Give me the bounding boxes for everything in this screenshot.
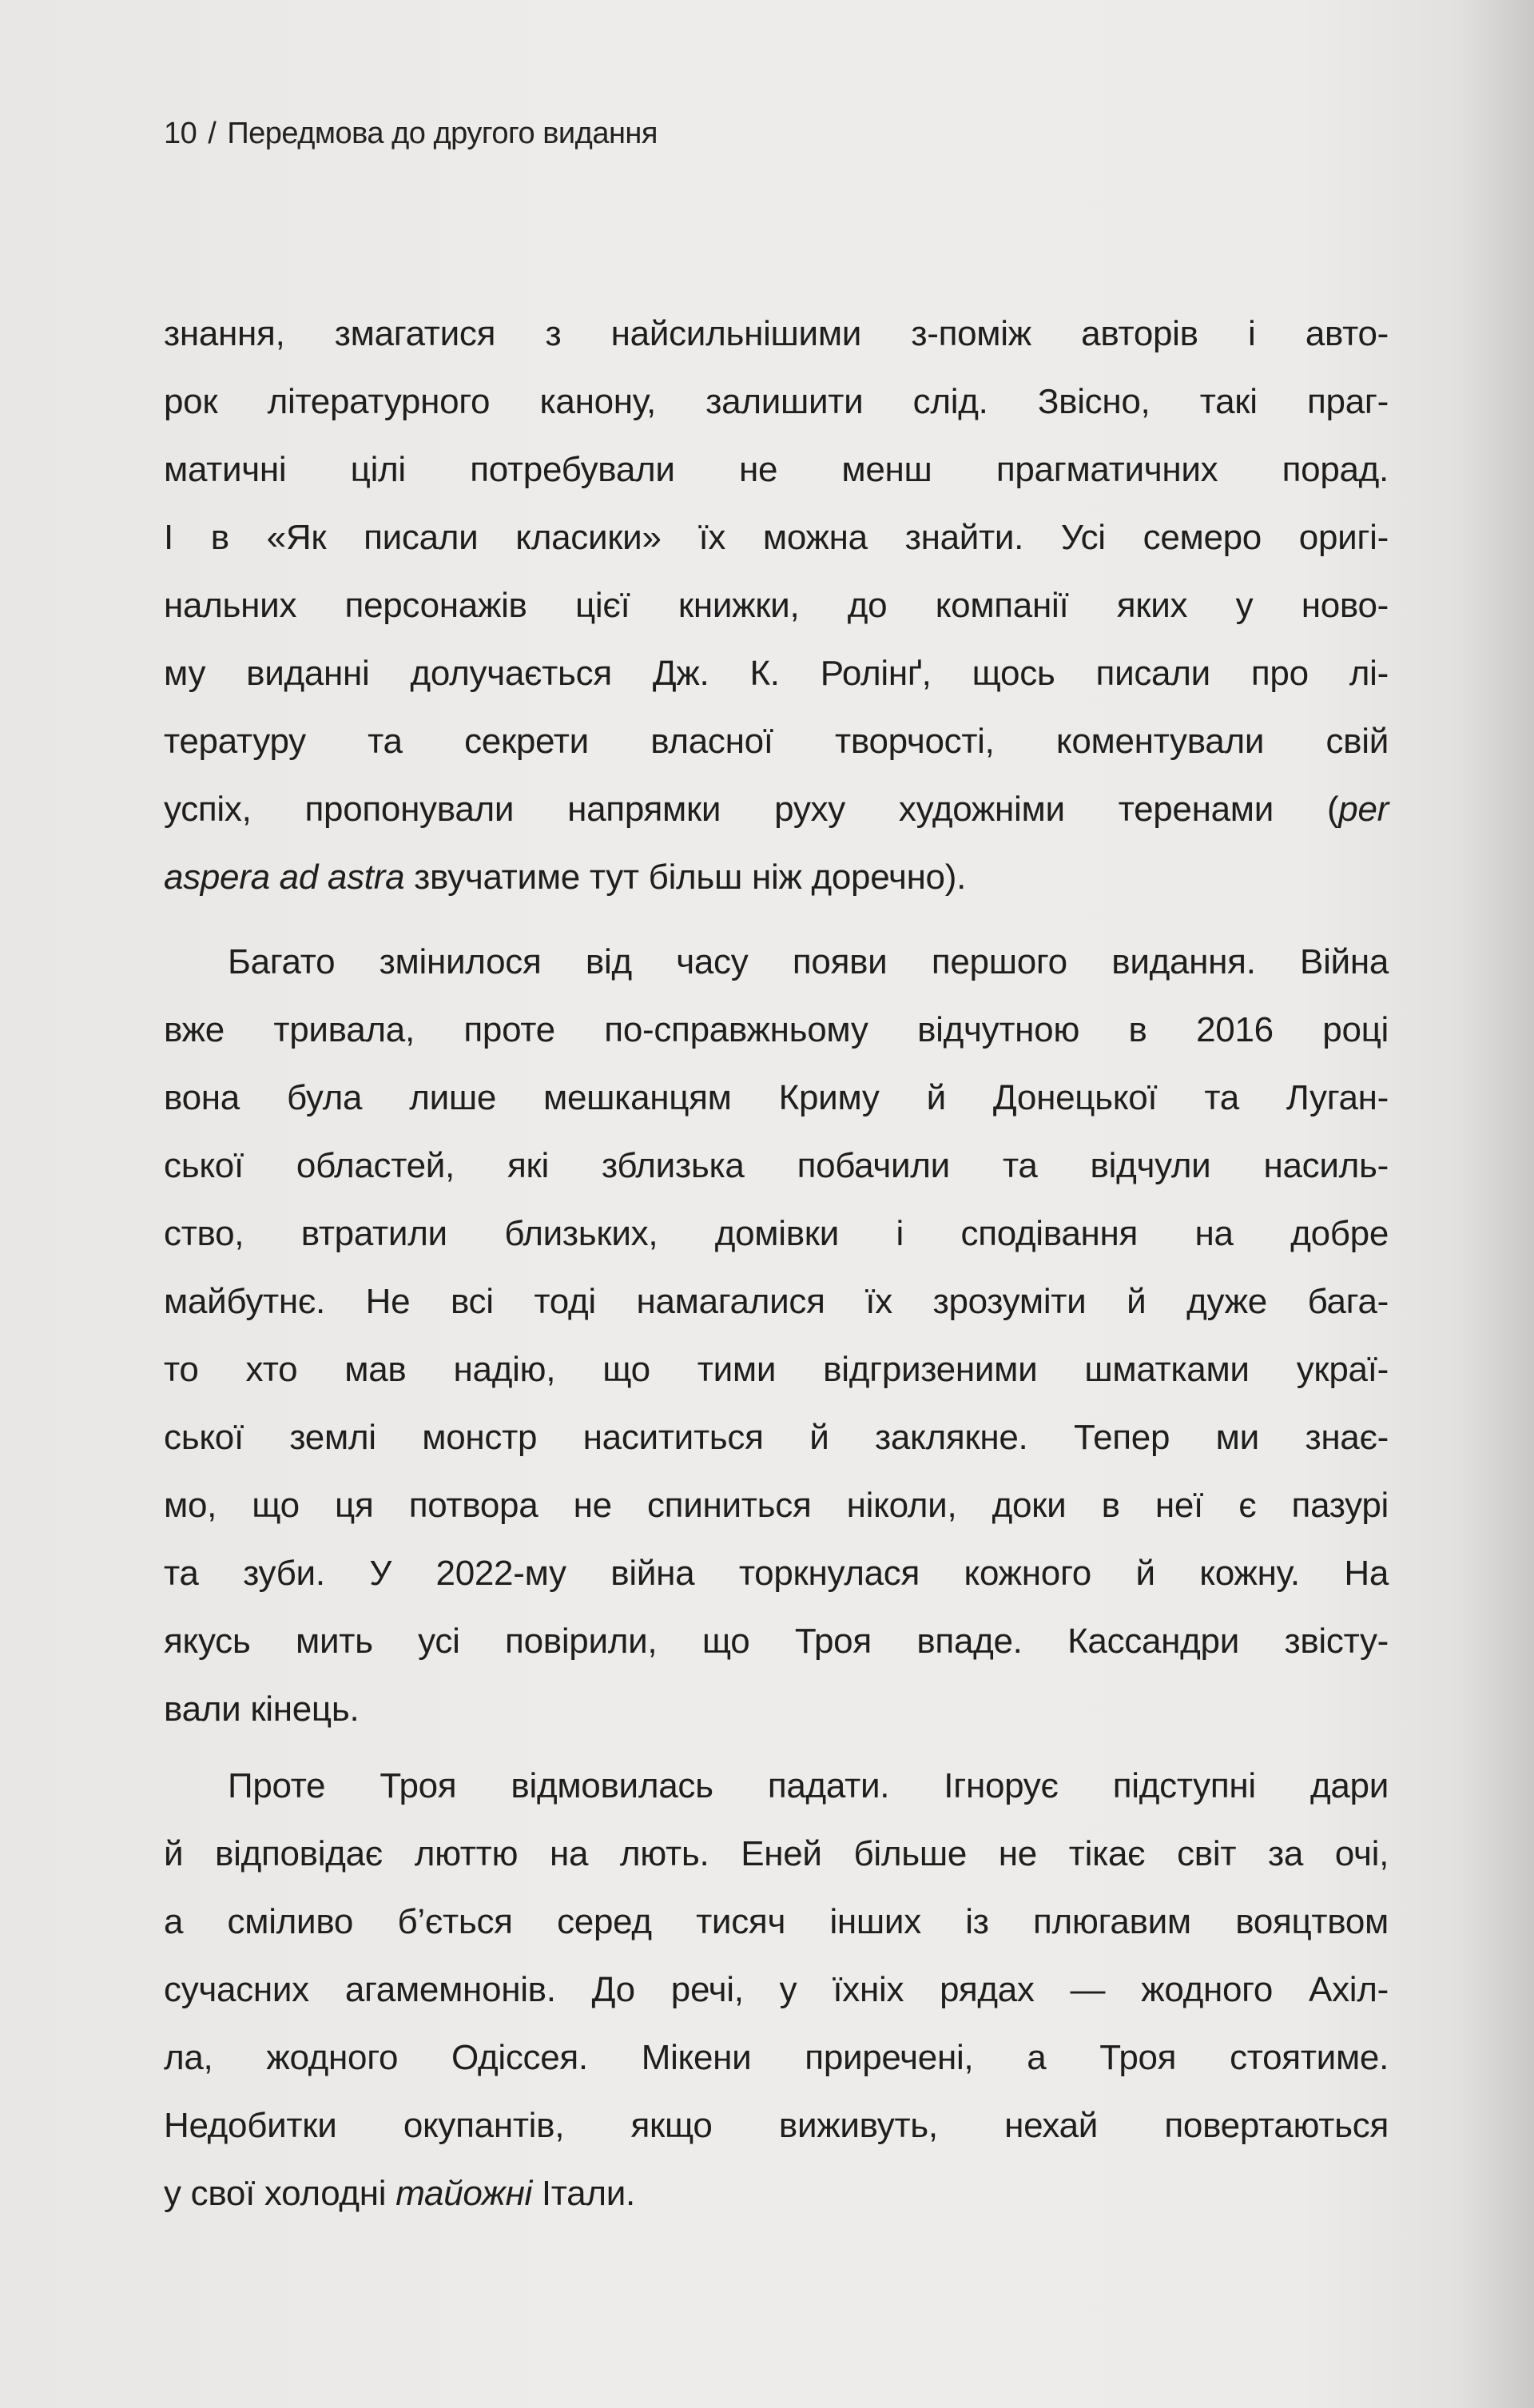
running-header [164,117,658,151]
text-segment: ської землі монстр насититься й заклякне. Тепер ми знає- [164,1418,1389,1457]
text-line [164,1200,1389,1268]
text-segment: рок літературного канону, залишити слід. Звісно, такі праг- [164,382,1389,421]
text-segment: ської областей, які зблизька побачили та відчули насиль- [164,1146,1389,1185]
text-segment: Багато змінилося від часу появи першого видання. Війна [228,942,1389,981]
text-line [164,368,1389,436]
paragraph-1 [164,300,1389,911]
text-segment: Італи. [531,2174,635,2213]
text-line [164,1820,1389,1888]
text-segment: а сміливо б’ється серед тисяч інших із плюгавим вояцтвом [164,1902,1389,1941]
text-line [164,2092,1389,2159]
text-line [164,928,1389,996]
text-line [164,775,1389,843]
text-segment: та зуби. У 2022-му війна торкнулася кожного й кожну. На [164,1554,1389,1593]
italic-text: aspera ad astra [164,858,405,897]
paragraph-2 [164,928,1389,1743]
text-line [164,1064,1389,1132]
text-segment: й відповідає люттю на лють. Еней більше не тікає світ за очі, [164,1834,1389,1873]
paragraph-3 [164,1752,1389,2227]
text-line [164,1539,1389,1607]
text-line [164,1956,1389,2024]
chapter-title: Передмова до другого видання [227,117,658,150]
text-segment: якусь мить усі повірили, що Троя впаде. Кассандри звісту- [164,1622,1389,1661]
text-line [164,1675,1389,1743]
text-line [164,1888,1389,1956]
text-line [164,300,1389,368]
text-segment: ла, жодного Одіссея. Мікени приречені, а Троя стоятиме. [164,2038,1389,2077]
text-line [164,1268,1389,1335]
italic-text: тайожні [395,2174,532,2213]
text-segment: майбутнє. Не всі тоді намагалися їх зрозуміти й дуже бага- [164,1282,1389,1321]
header-separator: / [208,117,217,150]
text-segment: у свої холодні [164,2174,396,2213]
text-segment: мо, що ця потвора не спиниться ніколи, доки в неї є пазурі [164,1486,1389,1525]
text-line [164,2159,1389,2227]
text-line [164,1471,1389,1539]
text-segment: то хто мав надію, що тими відгризеними шматками украї- [164,1350,1389,1389]
text-line [164,571,1389,639]
page-number: 10 [164,117,197,150]
text-segment: вже тривала, проте по-справжньому відчутною в 2016 році [164,1010,1389,1049]
text-line [164,1607,1389,1675]
text-line [164,843,1389,911]
text-line [164,436,1389,503]
text-segment: І в «Як писали класики» їх можна знайти. Усі семеро оригі- [164,518,1389,557]
text-line [164,2024,1389,2092]
text-line [164,639,1389,707]
text-line [164,503,1389,571]
text-segment: му виданні долучається Дж. К. Ролінґ, щось писали про лі- [164,654,1389,693]
text-segment: матичні цілі потребували не менш прагматичних порад. [164,450,1389,489]
text-line [164,707,1389,775]
text-line [164,1132,1389,1200]
text-segment: успіх, пропонували напрямки руху художніми теренами ( [164,790,1339,829]
text-segment: звучатиме тут більш ніж доречно). [404,858,967,897]
text-segment: знання, змагатися з найсильнішими з-поміж авторів і авто- [164,314,1389,353]
text-segment: Недобитки окупантів, якщо виживуть, нехай повертаються [164,2106,1389,2145]
italic-text: per [1338,790,1389,829]
text-segment: вали кінець. [164,1690,360,1729]
text-segment: нальних персонажів цієї книжки, до компанії яких у ново- [164,586,1389,625]
text-segment: вона була лише мешканцям Криму й Донецької та Луган- [164,1078,1389,1117]
text-line [164,1752,1389,1820]
text-segment: Проте Троя відмовилась падати. Ігнорує підступні дари [228,1766,1389,1805]
text-line [164,996,1389,1064]
text-segment: сучасних агамемнонів. До речі, у їхніх рядах — жодного Ахіл- [164,1970,1389,2009]
text-line [164,1403,1389,1471]
text-line [164,1335,1389,1403]
text-segment: тературу та секрети власної творчості, коментували свій [164,722,1389,761]
text-segment: ство, втратили близьких, домівки і сподівання на добре [164,1214,1389,1253]
